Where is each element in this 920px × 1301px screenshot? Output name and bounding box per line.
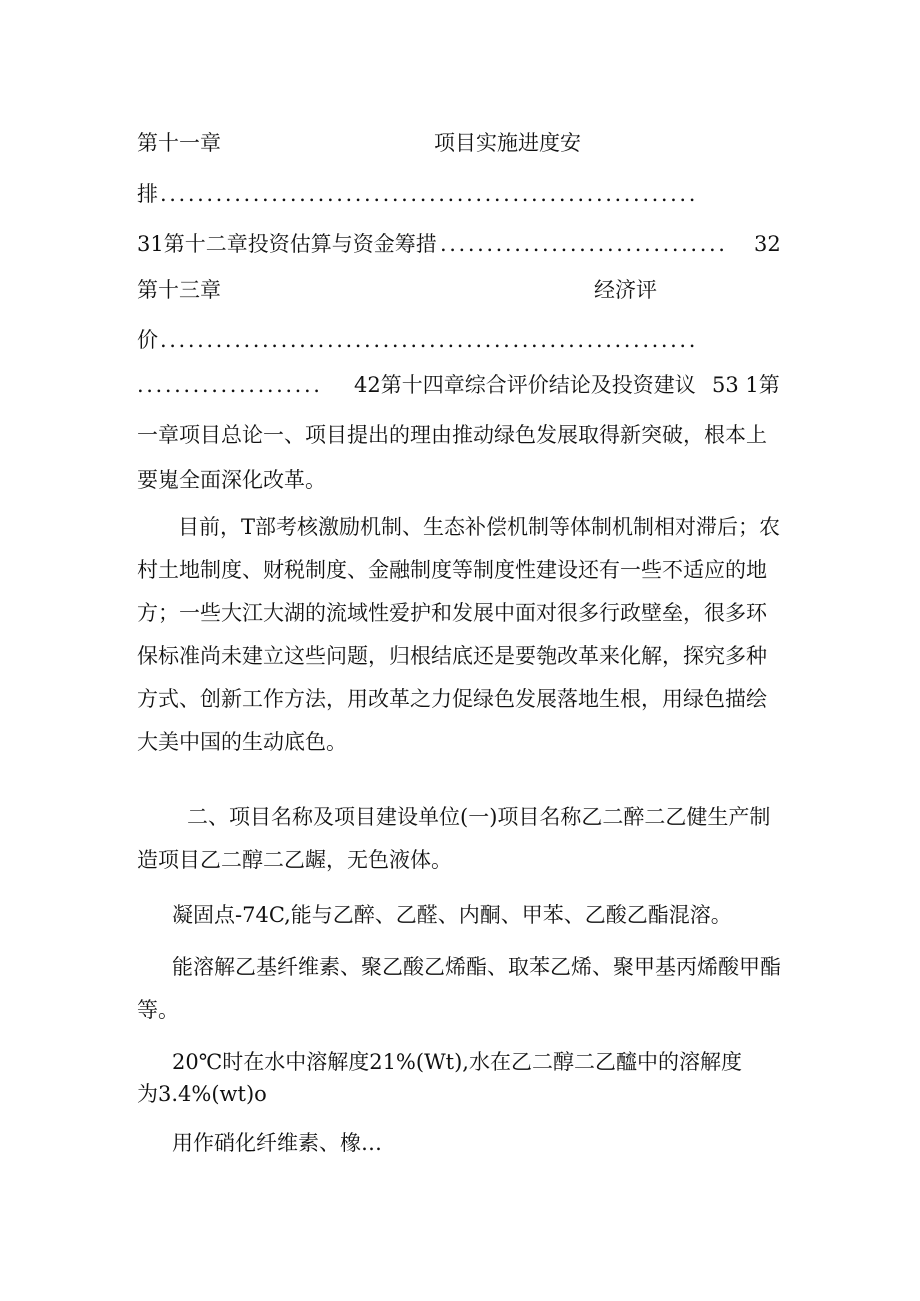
toc-ch12-entry: 31第十二章投资估算与资金筹措	[137, 232, 437, 256]
toc-ch14-page: 53 1第	[712, 373, 780, 397]
body-paragraph-7: 用作硝化纤维素、橡…	[172, 1131, 382, 1155]
toc-ch13-title: 经济评	[594, 278, 657, 302]
toc-ch14-dots: ....................	[137, 373, 323, 397]
toc-ch11-cont: 排	[137, 182, 158, 206]
body-para6-line2: 为3.4%(wt)o	[137, 1082, 267, 1106]
toc-ch12-dots: ...............................	[440, 232, 728, 256]
toc-ch13-cont: 价	[137, 328, 158, 352]
body-para1-line2: 要嵬全面深化改革。	[137, 468, 326, 492]
body-paragraph-2: 目前，T部考核激励机制、生态补偿机制等体制机制相对滞后；农村土地制度、财税制度、金融制度等制度性建设还有一些不适应的地方；一些大江大湖的流域性爱护和发展中面对很多行政壁垒，很多环保标准尚未建立这些问题，归根结底还是要匏改革来化解，探究多种方式、创新工作方法，用改革之力促绿色发展落地生根，用绿色描绘大美中国的生动底色。	[137, 515, 781, 754]
toc-ch13-label: 第十三章	[137, 278, 221, 302]
body-paragraph-5: 能溶解乙基纤维素、聚乙酸乙烯酯、取苯乙烯、聚甲基丙烯酸甲酯等。	[137, 955, 781, 1022]
toc-ch12-page: 32	[754, 232, 781, 256]
body-paragraph-4: 凝固点-74C,能与乙醉、乙醛、内酮、甲苯、乙酸乙酯混溶。	[172, 903, 732, 927]
body-paragraph-3: 二、项目名称及项目建设单位(一)项目名称乙二醉二乙健生产制造项目乙二醇二乙龌，无色液体。	[137, 805, 771, 872]
body-para1-line1: 一章项目总论一、项目提出的理由推动绿色发展取得新突破，根本上	[137, 423, 767, 447]
toc-ch13-dots: ..........................................................	[160, 328, 698, 352]
body-para6-line1: 20℃时在水中溶解度21%(Wt),水在乙二醇二乙醯中的溶解度	[172, 1050, 742, 1074]
toc-ch14-entry: 42第十四章综合评价结论及投资建议	[354, 373, 696, 397]
toc-ch11-title: 项目实施进度安	[434, 131, 581, 155]
toc-ch11-dots: ..........................................................	[160, 182, 698, 206]
toc-ch11-label: 第十一章	[137, 131, 221, 155]
